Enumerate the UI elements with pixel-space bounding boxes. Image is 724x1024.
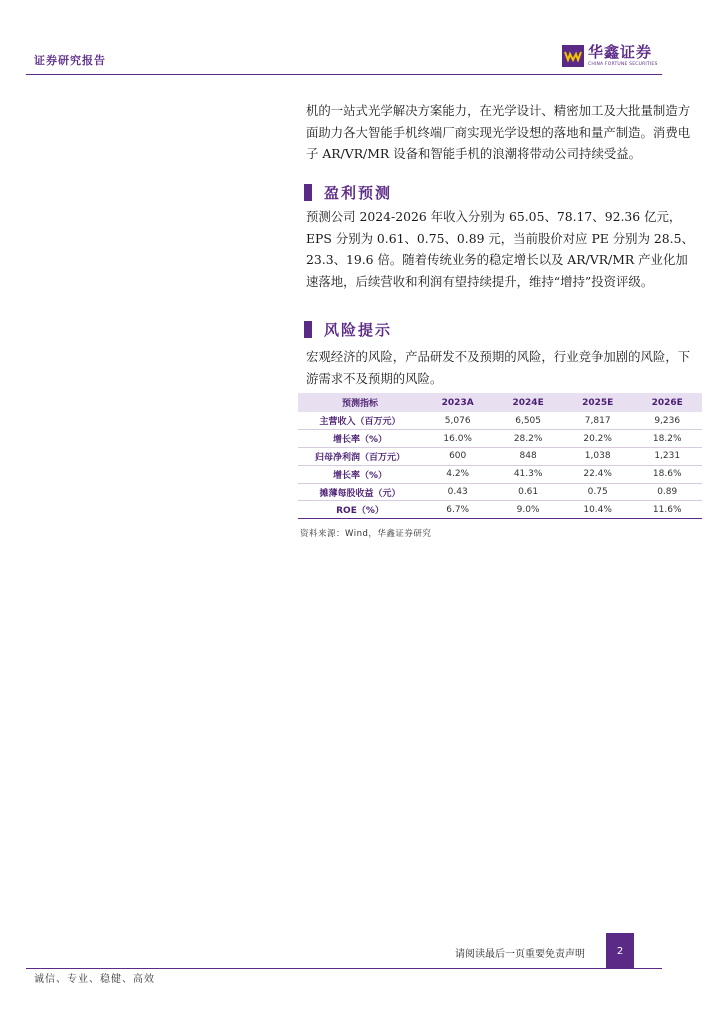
- table-cell: 1,231: [632, 448, 702, 466]
- heading-marker: [304, 184, 312, 201]
- table-cell: 9.0%: [493, 501, 563, 519]
- table-header-cell: 2026E: [632, 393, 702, 412]
- table-cell: 16.0%: [422, 430, 493, 448]
- heading-marker: [304, 321, 312, 338]
- table-header-cell: 2023A: [422, 393, 493, 412]
- table-row: [298, 483, 702, 501]
- table-cell: 0.89: [632, 483, 702, 501]
- header-divider: [26, 74, 662, 75]
- row-label: 归母净利润（百万元）: [298, 448, 422, 466]
- table-source-note: 资料来源：Wind，华鑫证券研究: [300, 529, 432, 539]
- table-cell: 6,505: [493, 412, 563, 430]
- table-cell: 4.2%: [422, 465, 493, 483]
- table-header-cell: 预测指标: [298, 393, 422, 412]
- risk-title: 风险提示: [324, 321, 393, 339]
- risk-paragraph: 宏观经济的风险，产品研发不及预期的风险，行业竞争加剧的风险，下游需求不及预期的风险。: [306, 349, 691, 386]
- table-cell: 41.3%: [493, 465, 563, 483]
- table-row: [298, 448, 702, 466]
- table-row: [298, 465, 702, 483]
- forecast-paragraph: 预测公司 2024-2026 年收入分别为 65.05、78.17、92.36 亿元，EPS 分别为 0.61、0.75、0.89 元，当前股价对应 PE 分别为 28.5、23.3、19.6 倍。随着传统业务的稳定增长以及 AR/VR/MR 产业化加速落地，后续营收和利润有望持续提升，维持“增持”投资评级。: [306, 209, 694, 289]
- table-cell: 20.2%: [563, 430, 633, 448]
- risk-heading: [304, 319, 392, 340]
- table-cell: 10.4%: [563, 501, 633, 519]
- table-header-cell: 2025E: [563, 393, 633, 412]
- table-cell: 0.43: [422, 483, 493, 501]
- logo-english-name: CHINA FORTUNE SECURITIES: [588, 62, 658, 67]
- row-label: 摊薄每股收益（元）: [298, 483, 422, 501]
- table-cell: 848: [493, 448, 563, 466]
- row-label: ROE（%）: [298, 501, 422, 519]
- table-cell: 11.6%: [632, 501, 702, 519]
- logo-icon: [562, 45, 584, 67]
- table-cell: 6.7%: [422, 501, 493, 519]
- table-row: [298, 501, 702, 519]
- forecast-heading: [304, 182, 392, 203]
- table-cell: 1,038: [563, 448, 633, 466]
- footer-motto: 诚信、专业、稳健、高效: [34, 974, 155, 985]
- table-cell: 7,817: [563, 412, 633, 430]
- row-label: 增长率（%）: [298, 465, 422, 483]
- footer-divider: [26, 968, 662, 969]
- page-number: 2: [616, 945, 624, 957]
- company-logo: [562, 44, 658, 68]
- table-cell: 0.61: [493, 483, 563, 501]
- table-row: [298, 412, 702, 430]
- forecast-table: [298, 393, 702, 519]
- table-cell: 0.75: [563, 483, 633, 501]
- table-header-cell: 2024E: [493, 393, 563, 412]
- row-label: 增长率（%）: [298, 430, 422, 448]
- table-header-row: [298, 393, 702, 412]
- row-label: 主营收入（百万元）: [298, 412, 422, 430]
- report-type-label: 证券研究报告: [34, 54, 106, 67]
- intro-paragraph: 机的一站式光学解决方案能力，在光学设计、精密加工及大批量制造方面助力各大智能手机终端厂商实现光学设想的落地和量产制造。消费电子 AR/VR/MR 设备和智能手机的浪潮将带动公司持续受益。: [306, 103, 691, 161]
- table-cell: 22.4%: [563, 465, 633, 483]
- table-cell: 9,236: [632, 412, 702, 430]
- table-cell: 28.2%: [493, 430, 563, 448]
- logo-chinese-name: 华鑫证券: [588, 43, 653, 61]
- page-number-badge: [606, 933, 634, 969]
- table-cell: 18.2%: [632, 430, 702, 448]
- forecast-title: 盈利预测: [324, 184, 393, 202]
- table-cell: 18.6%: [632, 465, 702, 483]
- table-cell: 5,076: [422, 412, 493, 430]
- table-row: [298, 430, 702, 448]
- table-cell: 600: [422, 448, 493, 466]
- disclaimer-link[interactable]: 请阅读最后一页重要免责声明: [455, 949, 585, 960]
